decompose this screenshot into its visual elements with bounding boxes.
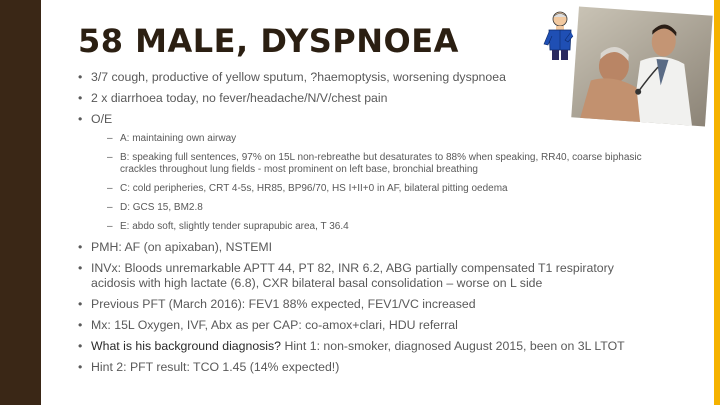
bullet-symptoms: • 2 x diarrhoea today, no fever/headache/N/V/chest pain <box>78 91 638 106</box>
exam-disability: – D: GCS 15, BM2.8 <box>78 202 680 214</box>
exam-circulation: – C: cold peripheries, CRT 4-5s, HR85, BP96/70, HS I+II+0 in AF, bilateral pitting oedema <box>78 183 680 195</box>
slide-content <box>78 70 642 381</box>
exam-list <box>78 133 642 233</box>
bullet-pmh: • PMH: AF (on apixaban), NSTEMI <box>78 240 638 255</box>
exam-exposure: – E: abdo soft, slightly tender suprapubic area, T 36.4 <box>78 221 680 233</box>
left-decorative-band <box>0 0 41 405</box>
right-accent-band <box>714 0 720 405</box>
bullet-question <box>78 339 638 354</box>
bullet-history: • 3/7 cough, productive of yellow sputum, ?haemoptysis, worsening dyspnoea <box>78 70 638 85</box>
bullet-oe: • O/E <box>78 112 638 127</box>
left-band-edge <box>41 0 45 405</box>
bullet-management: • Mx: 15L Oxygen, IVF, Abx as per CAP: co-amox+clari, HDU referral <box>78 318 638 333</box>
bullet-hint-2: • Hint 2: PFT result: TCO 1.45 (14% expected!) <box>78 360 638 375</box>
question-text: What is his background diagnosis? <box>91 339 282 353</box>
exam-airway: – A: maintaining own airway <box>78 133 680 145</box>
bullet-previous-pft: • Previous PFT (March 2016): FEV1 88% expected, FEV1/VC increased <box>78 297 638 312</box>
bullet-investigations: • INVx: Bloods unremarkable APTT 44, PT 82, INR 6.2, ABG partially compensated T1 respiratory acidosis with high lactate (6.8), CXR bilateral basal consolidation – worse on L side <box>78 261 638 291</box>
hint-1-text: Hint 1: non-smoker, diagnosed August 2015, been on 3L LTOT <box>281 339 625 353</box>
slide-title: 58 MALE, DYSPNOEA <box>78 22 459 60</box>
exam-breathing: – B: speaking full sentences, 97% on 15L non-rebreathe but desaturates to 88% when speaking, RR40, coarse biphasic crackles throughout lung fields - most prominent on left base, bronchial breathing <box>78 152 680 176</box>
